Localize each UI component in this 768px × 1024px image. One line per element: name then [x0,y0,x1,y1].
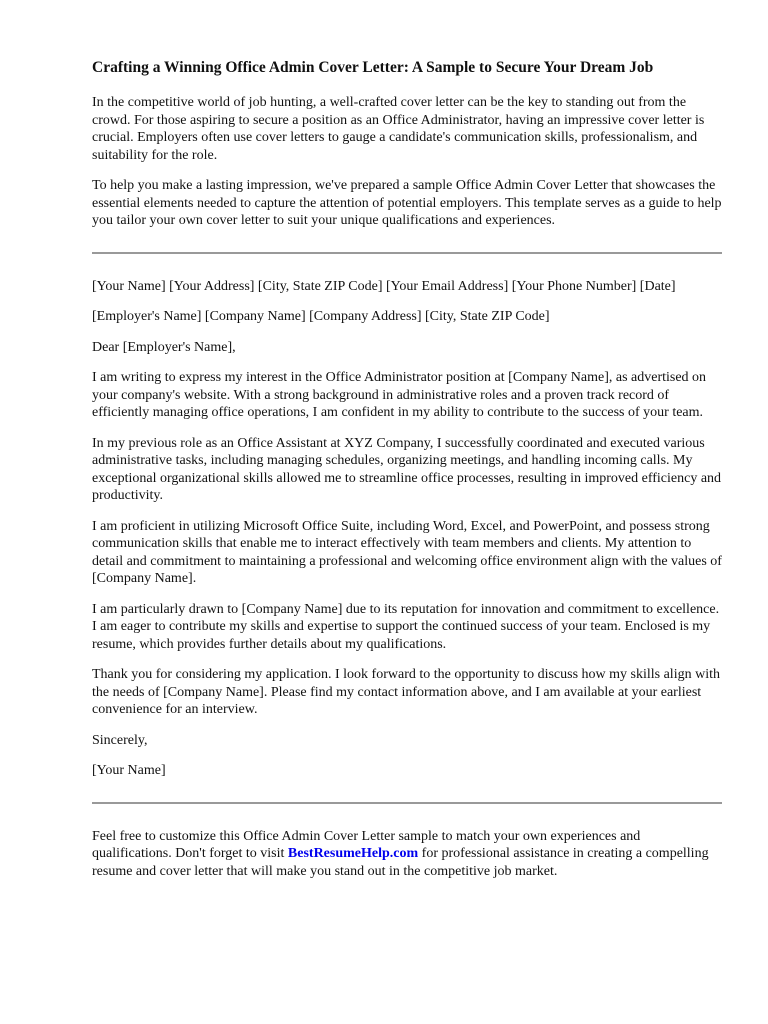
page-title: Crafting a Winning Office Admin Cover Letter: A Sample to Secure Your Dream Job [92,59,654,76]
letter-body-paragraph: In my previous role as an Office Assistant at XYZ Company, I successfully coordinated and executed various administrative tasks, including managing schedules, organizing meetings, and handling incoming calls. My exceptional organizational skills allowed me to streamline office processes, resulting in improved efficiency and productivity. [92,435,722,503]
section-divider-bottom [92,802,722,804]
intro-paragraph: In the competitive world of job hunting, a well-crafted cover letter can be the key to standing out from the crowd. For those aspiring to secure a position as an Office Administrator, having an impressive cover letter is crucial. Employers often use cover letters to gauge a candidate's communication skills, professionalism, and suitability for the role. [92,95,705,163]
section-divider-top [92,252,722,254]
letter-body-paragraph: Thank you for considering my application. I look forward to the opportunity to discuss how my skills align with the needs of [Company Name]. Please find my contact information above, and I am available at your earliest convenience for an interview. [92,667,720,717]
letter-signature: [Your Name] [92,763,166,778]
letter-body-paragraph: I am writing to express my interest in the Office Administrator position at [Company Name], as advertised on your company's website. With a strong background in administrative roles and a proven track record of efficiently managing office operations, I am confident in my ability to contribute to the success of your team. [92,370,707,420]
letter-body-paragraph: I am proficient in utilizing Microsoft Office Suite, including Word, Excel, and PowerPoint, and possess strong communication skills that enable me to interact effectively with team members and clients. My attention to detail and commitment to maintaining a professional and welcoming office environment align with the values of [Company Name]. [92,518,722,586]
letter-salutation: Dear [Employer's Name], [92,339,236,355]
letter-contact-line: [Your Name] [Your Address] [City, State ZIP Code] [Your Email Address] [Your Phone Number] [Date] [92,278,676,294]
bestresumehelp-link[interactable]: BestResumeHelp.com [287,846,419,861]
footer-text-after: for professional assistance in creating a compelling resume and cover letter that will make you stand out in the competitive job market. [92,846,709,879]
letter-closing: Sincerely, [92,732,148,748]
letter-employer-line: [Employer's Name] [Company Name] [Company Address] [City, State ZIP Code] [92,309,550,324]
footer-text-before: Feel free to customize this Office Admin Cover Letter sample to match your own experiences and qualifications. Don't forget to visit [92,828,641,861]
footer-paragraph [92,828,722,881]
intro-paragraph: To help you make a lasting impression, we've prepared a sample Office Admin Cover Letter that showcases the essential elements needed to capture the attention of potential employers. This template serves as a guide to help you tailor your own cover letter to suit your unique qualifications and experiences. [92,178,722,228]
letter-body-paragraph: I am particularly drawn to [Company Name] due to its reputation for innovation and commitment to excellence. I am eager to contribute my skills and expertise to support the continued success of your team. Enclosed is my resume, which provides further details about my qualifications. [92,601,720,652]
